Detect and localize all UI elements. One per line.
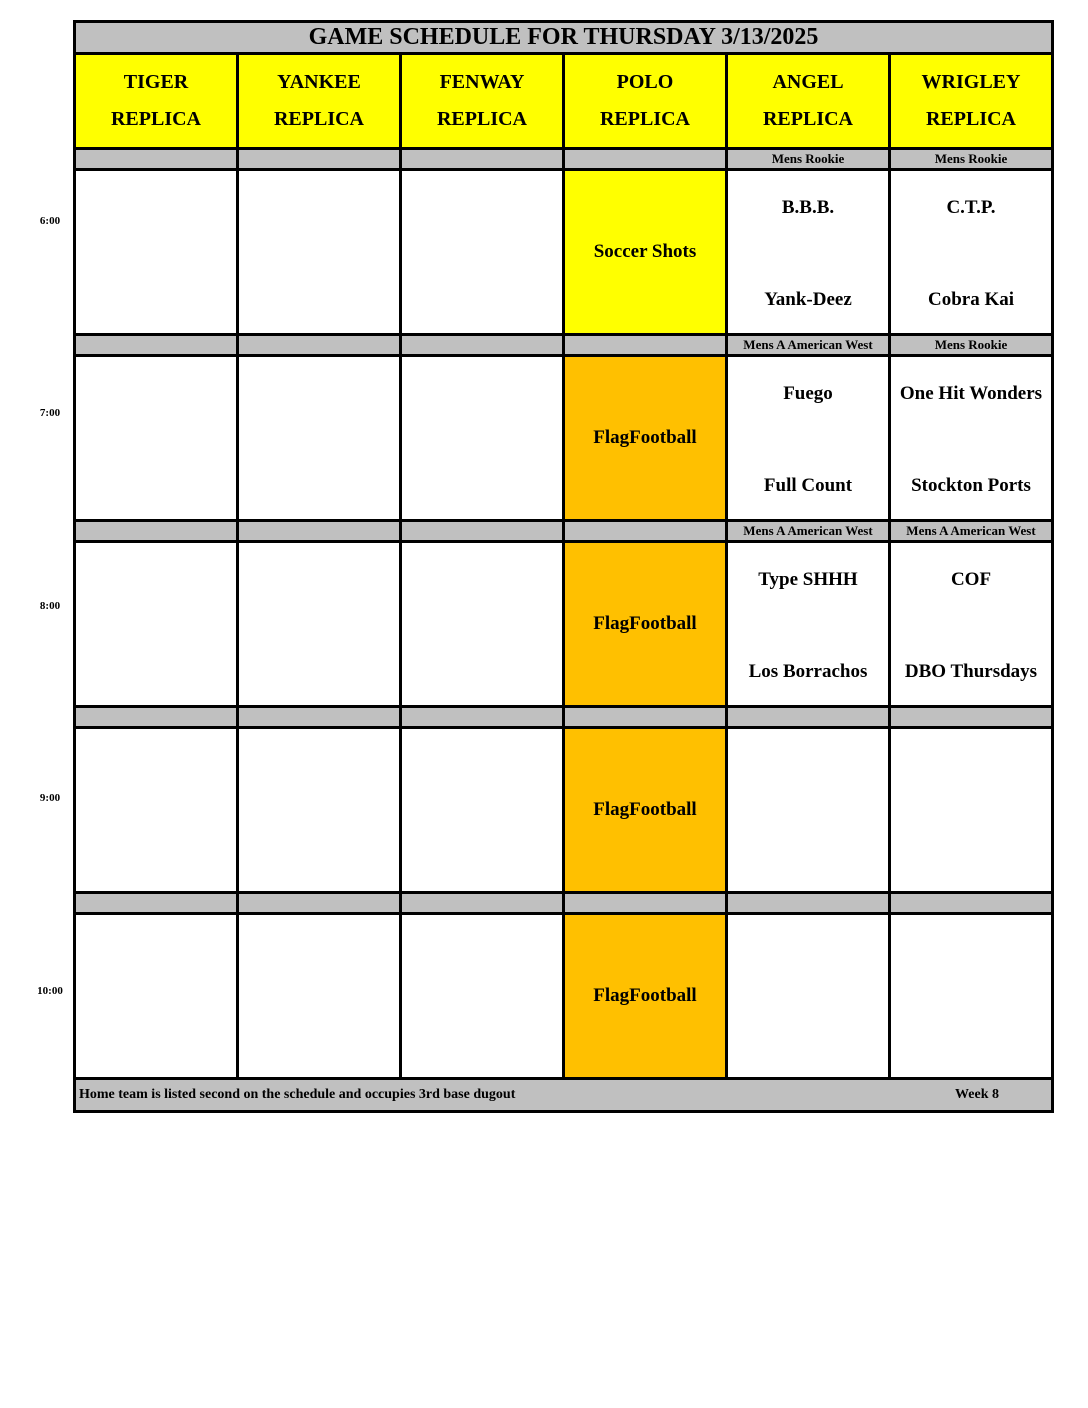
field-header-polo: [564, 54, 727, 149]
empty-slot: [75, 356, 238, 521]
division-label: [75, 893, 238, 914]
game-row: [75, 542, 1053, 707]
away-team: COF: [950, 569, 992, 590]
polo-event-cell: Soccer Shots: [564, 170, 727, 335]
polo-event-cell: FlagFootball: [564, 356, 727, 521]
division-label: [238, 149, 401, 170]
empty-slot: [238, 356, 401, 521]
division-label: Mens A American West: [890, 521, 1053, 542]
division-label: [727, 707, 890, 728]
empty-slot: [238, 170, 401, 335]
division-row: [75, 707, 1053, 728]
division-label: [564, 521, 727, 542]
field-header-row: [75, 54, 1053, 149]
game-row: [75, 170, 1053, 335]
division-label: [238, 893, 401, 914]
field-name: TIGER: [123, 71, 189, 93]
division-label: [75, 707, 238, 728]
division-label: [564, 707, 727, 728]
away-team: One Hit Wonders: [899, 383, 1043, 404]
empty-slot: [890, 728, 1053, 893]
division-label: Mens A American West: [727, 521, 890, 542]
empty-slot: [401, 542, 564, 707]
schedule-table: [73, 20, 1054, 1113]
field-name: POLO: [616, 71, 674, 93]
empty-slot: [890, 914, 1053, 1079]
home-team: Stockton Ports: [911, 475, 1031, 496]
empty-slot: [727, 728, 890, 893]
field-name: FENWAY: [439, 71, 525, 93]
division-label: Mens Rookie: [890, 335, 1053, 356]
title-row: [75, 22, 1053, 54]
field-sub: REPLICA: [599, 108, 690, 130]
field-sub: REPLICA: [762, 108, 853, 130]
polo-event-cell: FlagFootball: [564, 914, 727, 1079]
game-cell-angel: [727, 356, 890, 521]
division-label: Mens A American West: [727, 335, 890, 356]
field-header-fenway: [401, 54, 564, 149]
empty-slot: [238, 914, 401, 1079]
empty-slot: [75, 914, 238, 1079]
empty-slot: [238, 542, 401, 707]
field-header-yankee: [238, 54, 401, 149]
division-label: [727, 893, 890, 914]
time-label-9: 9:00: [39, 792, 61, 804]
home-team: Cobra Kai: [927, 289, 1015, 310]
empty-slot: [75, 728, 238, 893]
away-team: Type SHHH: [758, 569, 858, 590]
home-team: Los Borrachos: [748, 661, 868, 682]
away-team: Fuego: [783, 383, 833, 404]
division-label: [401, 893, 564, 914]
empty-slot: [75, 170, 238, 335]
division-label: [401, 521, 564, 542]
game-row: [75, 356, 1053, 521]
division-label: [564, 149, 727, 170]
division-label: [401, 335, 564, 356]
field-name: WRIGLEY: [921, 71, 1021, 93]
division-label: [238, 335, 401, 356]
footer: [75, 1079, 1053, 1112]
division-label: [75, 521, 238, 542]
field-sub: REPLICA: [436, 108, 527, 130]
field-sub: REPLICA: [110, 108, 201, 130]
footer-row: [75, 1079, 1053, 1112]
division-label: [890, 893, 1053, 914]
home-team: Full Count: [763, 475, 853, 496]
time-label-8: 8:00: [39, 600, 61, 612]
home-team: Yank-Deez: [764, 289, 852, 310]
field-name: YANKEE: [277, 71, 361, 93]
empty-slot: [401, 170, 564, 335]
game-row: [75, 728, 1053, 893]
division-row: [75, 893, 1053, 914]
away-team: C.T.P.: [946, 197, 996, 218]
division-label: [238, 707, 401, 728]
footer-note: Home team is listed second on the schedule and occupies 3rd base dugout: [79, 1087, 516, 1102]
empty-slot: [238, 728, 401, 893]
game-row: [75, 914, 1053, 1079]
empty-slot: [401, 914, 564, 1079]
division-label: [75, 149, 238, 170]
home-team: DBO Thursdays: [904, 661, 1038, 682]
empty-slot: [727, 914, 890, 1079]
game-cell-angel: [727, 170, 890, 335]
time-label-6: 6:00: [39, 215, 61, 227]
time-label-10: 10:00: [37, 985, 63, 997]
empty-slot: [401, 728, 564, 893]
polo-event-cell: FlagFootball: [564, 728, 727, 893]
division-label: [564, 335, 727, 356]
division-label: [401, 707, 564, 728]
game-cell-angel: [727, 542, 890, 707]
division-row: [75, 149, 1053, 170]
empty-slot: [75, 542, 238, 707]
field-sub: REPLICA: [925, 108, 1016, 130]
division-label: [238, 521, 401, 542]
week-label: Week 8: [955, 1087, 999, 1102]
game-cell-wrigley: [890, 170, 1053, 335]
field-header-wrigley: [890, 54, 1053, 149]
division-label: Mens Rookie: [727, 149, 890, 170]
division-label: [890, 707, 1053, 728]
empty-slot: [401, 356, 564, 521]
field-sub: REPLICA: [273, 108, 364, 130]
division-label: [564, 893, 727, 914]
game-cell-wrigley: [890, 542, 1053, 707]
division-label: [401, 149, 564, 170]
division-row: [75, 521, 1053, 542]
polo-event-cell: FlagFootball: [564, 542, 727, 707]
away-team: B.B.B.: [781, 197, 835, 218]
game-cell-wrigley: [890, 356, 1053, 521]
page-title: GAME SCHEDULE FOR THURSDAY 3/13/2025: [75, 22, 1053, 54]
division-label: Mens Rookie: [890, 149, 1053, 170]
field-header-tiger: [75, 54, 238, 149]
time-label-7: 7:00: [39, 407, 61, 419]
field-name: ANGEL: [772, 71, 844, 93]
field-header-angel: [727, 54, 890, 149]
division-label: [75, 335, 238, 356]
division-row: [75, 335, 1053, 356]
